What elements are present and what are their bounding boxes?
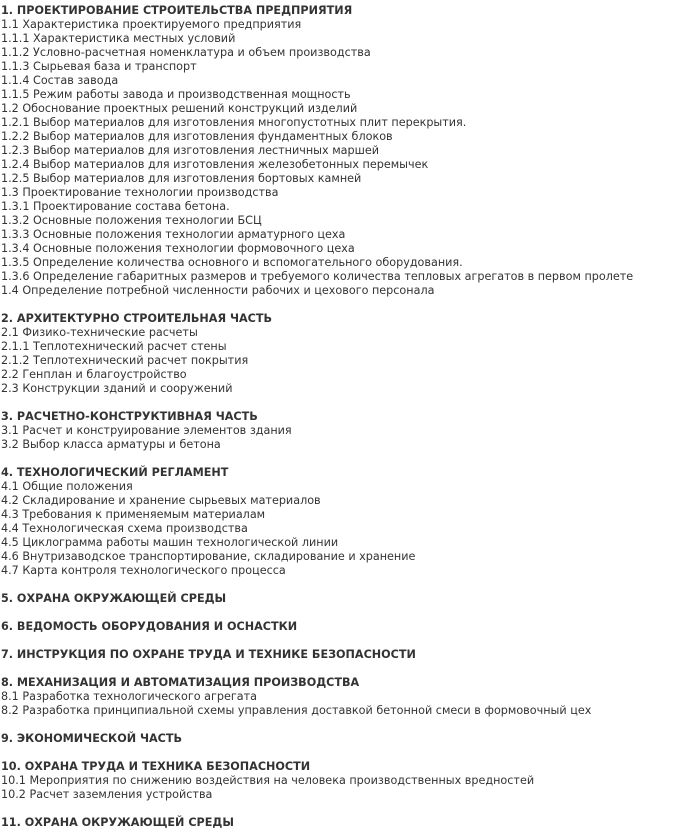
toc-item: 10.1 Мероприятия по снижению воздействия на человека производственных вредностей [1,774,535,787]
toc-section [1,312,700,396]
toc-section [1,410,700,452]
section-heading: 7. ИНСТРУКЦИЯ ПО ОХРАНЕ ТРУДА И ТЕХНИКЕ БЕЗОПАСНОСТИ [1,648,416,661]
toc-item: 1.3.3 Основные положения технологии арматурного цеха [1,228,346,241]
toc-item: 8.1 Разработка технологического агрегата [1,690,257,703]
toc-item: 1.2.4 Выбор материалов для изготовления железобетонных перемычек [1,158,429,171]
toc-item: 1.1.3 Сырьевая база и транспорт [1,60,197,73]
section-heading: 11. ОХРАНА ОКРУЖАЮЩЕЙ СРЕДЫ [1,816,234,829]
toc-item: 4.3 Требования к применяемым материалам [1,508,266,521]
toc-section [1,592,700,606]
toc-item: 4.5 Циклограмма работы машин технологической линии [1,536,339,549]
section-heading: 5. ОХРАНА ОКРУЖАЮЩЕЙ СРЕДЫ [1,592,227,605]
section-heading: 6. ВЕДОМОСТЬ ОБОРУДОВАНИЯ И ОСНАСТКИ [1,620,298,633]
toc-item: 1.2.2 Выбор материалов для изготовления фундаментных блоков [1,130,393,143]
toc-item: 1.3.4 Основные положения технологии формовочного цеха [1,242,355,255]
section-heading: 3. РАСЧЕТНО-КОНСТРУКТИВНАЯ ЧАСТЬ [1,410,258,423]
toc-item: 4.4 Технологическая схема производства [1,522,248,535]
section-heading: 10. ОХРАНА ТРУДА И ТЕХНИКА БЕЗОПАСНОСТИ [1,760,311,773]
toc-item: 1.3 Проектирование технологии производства [1,186,279,199]
section-heading: 4. ТЕХНОЛОГИЧЕСКИЙ РЕГЛАМЕНТ [1,466,229,479]
toc-item: 1.2.1 Выбор материалов для изготовления многопустотных плит перекрытия. [1,116,467,129]
toc-item: 1.3.2 Основные положения технологии БСЦ [1,214,262,227]
toc-item: 3.2 Выбор класса арматуры и бетона [1,438,221,451]
toc-item: 2.2 Генплан и благоустройство [1,368,187,381]
toc-item: 1.2 Обоснование проектных решений конструкций изделий [1,102,358,115]
toc-section [1,466,700,578]
toc-item: 3.1 Расчет и конструирование элементов здания [1,424,292,437]
toc-section [1,648,700,662]
toc-item: 4.2 Складирование и хранение сырьевых материалов [1,494,321,507]
toc-section [1,676,700,718]
toc-item: 4.1 Общие положения [1,480,133,493]
section-heading: 2. АРХИТЕКТУРНО СТРОИТЕЛЬНАЯ ЧАСТЬ [1,312,273,325]
section-heading: 9. ЭКОНОМИЧЕСКОЙ ЧАСТЬ [1,732,183,745]
toc-item: 2.1.2 Теплотехнический расчет покрытия [1,354,249,367]
toc-section [1,760,700,802]
section-heading: 1. ПРОЕКТИРОВАНИЕ СТРОИТЕЛЬСТВА ПРЕДПРИЯТИЯ [1,4,353,17]
toc-section [1,620,700,634]
section-heading: 8. МЕХАНИЗАЦИЯ И АВТОМАТИЗАЦИЯ ПРОИЗВОДСТВА [1,676,360,689]
toc-item: 1.1 Характеристика проектируемого предприятия [1,18,302,31]
toc-item: 8.2 Разработка принципиальной схемы управления доставкой бетонной смеси в формовочный цех [1,704,592,717]
toc-item: 1.2.3 Выбор материалов для изготовления лестничных маршей [1,144,379,157]
toc-item: 10.2 Расчет заземления устройства [1,788,213,801]
toc-item: 1.1.5 Режим работы завода и производственная мощность [1,88,351,101]
toc-item: 1.3.1 Проектирование состава бетона. [1,200,230,213]
toc-item: 4.7 Карта контроля технологического процесса [1,564,286,577]
toc-section [1,732,700,746]
toc-item: 4.6 Внутризаводское транспортирование, складирование и хранение [1,550,416,563]
toc-item: 1.3.5 Определение количества основного и вспомогательного оборудования. [1,256,463,269]
toc-item: 1.1.2 Условно-расчетная номенклатура и объем производства [1,46,371,59]
toc-item: 1.4 Определение потребной численности рабочих и цехового персонала [1,284,435,297]
toc-item: 2.1 Физико-технические расчеты [1,326,198,339]
toc-item: 2.3 Конструкции зданий и сооружений [1,382,233,395]
toc-item: 1.3.6 Определение габаритных размеров и требуемого количества тепловых агрегатов в первом пролете [1,270,634,283]
toc-item: 1.2.5 Выбор материалов для изготовления бортовых камней [1,172,362,185]
toc-item: 2.1.1 Теплотехнический расчет стены [1,340,227,353]
toc-section [1,816,700,830]
toc-item: 1.1.1 Характеристика местных условий [1,32,236,45]
toc-section [1,4,700,298]
toc-item: 1.1.4 Состав завода [1,74,119,87]
